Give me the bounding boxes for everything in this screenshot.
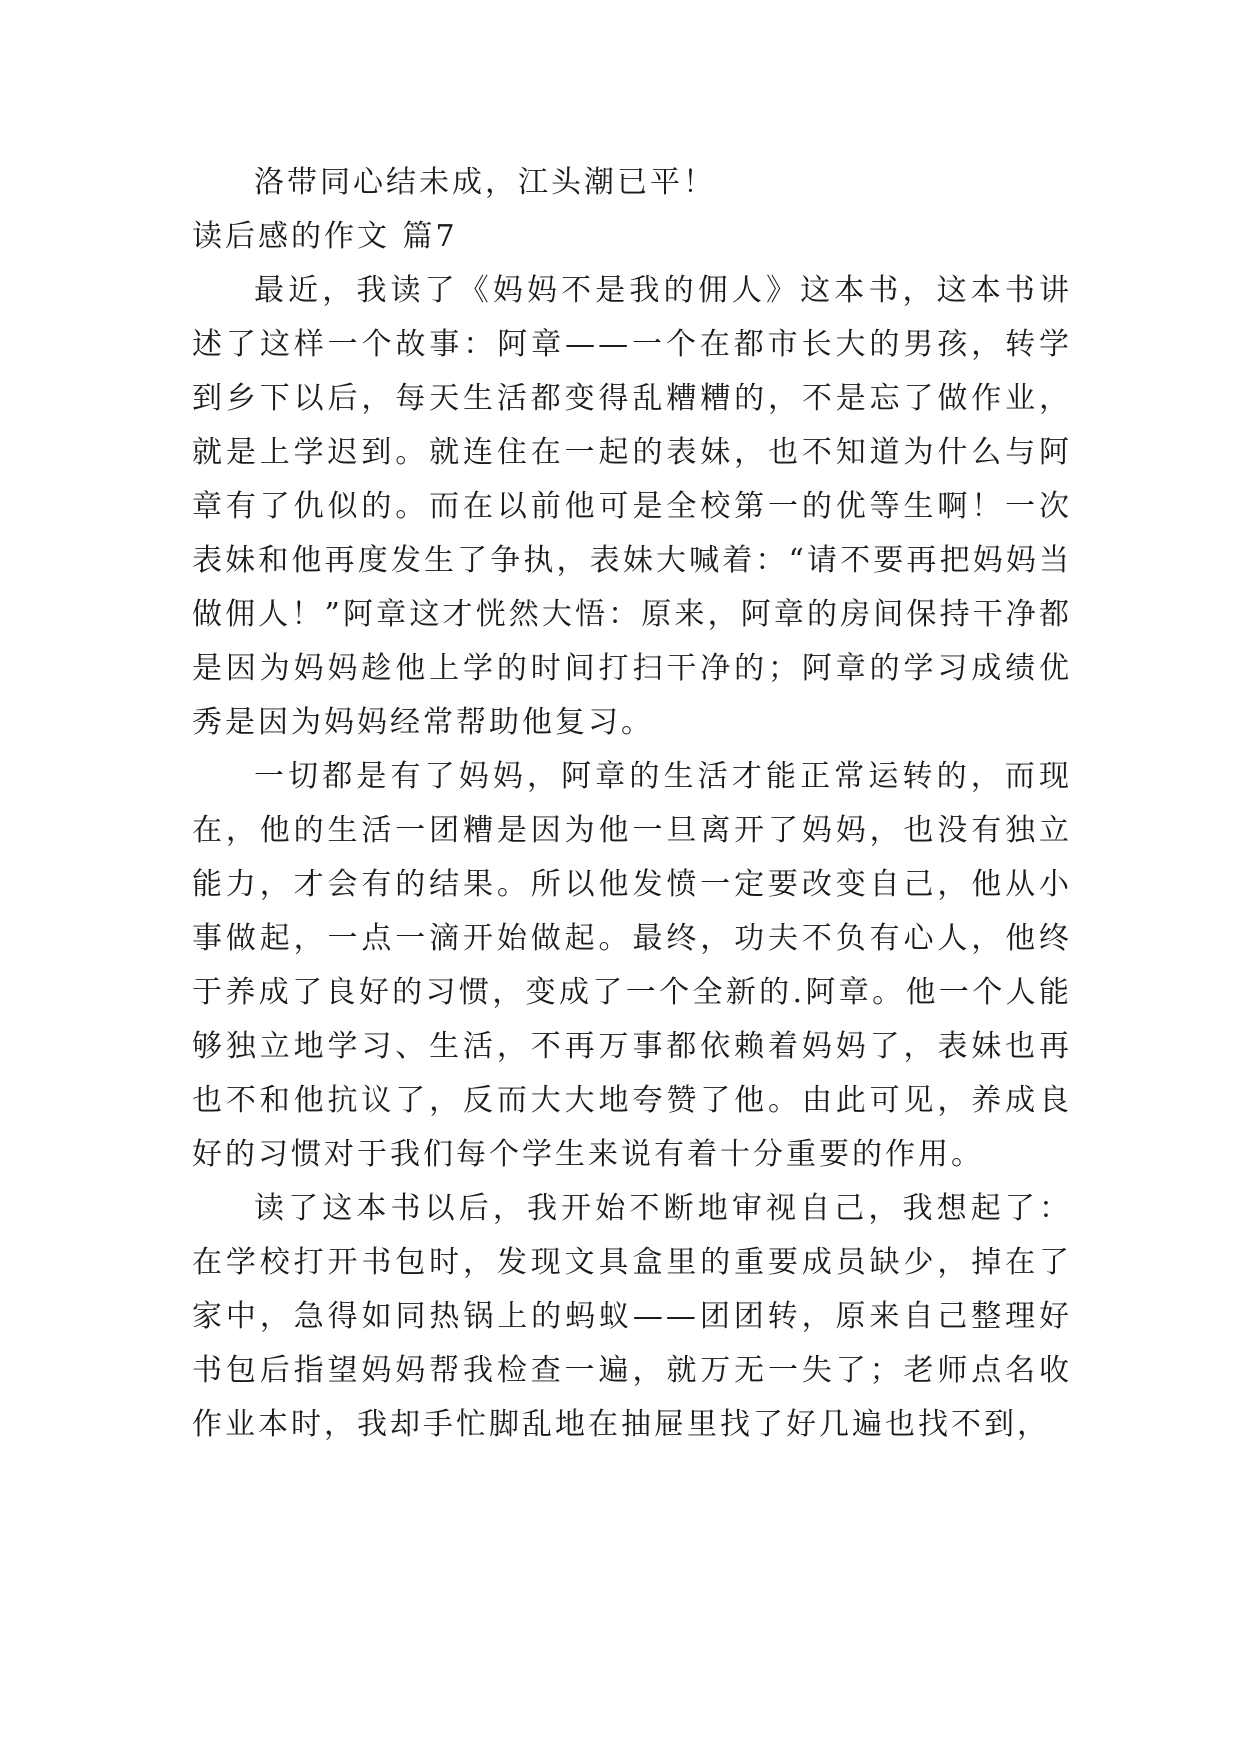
paragraph: 读了这本书以后，我开始不断地审视自己，我想起了：在学校打开书包时，发现文具盒里的重要成员缺少，掉在了家中，急得如同热锅上的蚂蚁——团团转，原来自己整理好书包后指望妈妈帮我检查一遍，就万无一失了；老师点名收作业本时，我却手忙脚乱地在抽屉里找了好几遍也找不到，: [192, 1191, 1072, 1442]
document-body: [192, 156, 1072, 1452]
paragraph: 最近，我读了《妈妈不是我的佣人》这本书，这本书讲述了这样一个故事：阿章——一个在都市长大的男孩，转学到乡下以后，每天生活都变得乱糟糟的，不是忘了做作业，就是上学迟到。就连住在一起的表妹，也不知道为什么与阿章有了仇似的。而在以前他可是全校第一的优等生啊！一次表妹和他再度发生了争执，表妹大喊着：“请不要再把妈妈当做佣人！”阿章这才恍然大悟：原来，阿章的房间保持干净都是因为妈妈趁他上学的时间打扫干净的；阿章的学习成绩优秀是因为妈妈经常帮助他复习。: [192, 273, 1072, 740]
paragraph: 一切都是有了妈妈，阿章的生活才能正常运转的，而现在，他的生活一团糟是因为他一旦离开了妈妈，也没有独立能力，才会有的结果。所以他发愤一定要改变自己，他从小事做起，一点一滴开始做起。最终，功夫不负有心人，他终于养成了良好的习惯，变成了一个全新的.阿章。他一个人能够独立地学习、生活，不再万事都依赖着妈妈了，表妹也再也不和他抗议了，反而大大地夸赞了他。由此可见，养成良好的习惯对于我们每个学生来说有着十分重要的作用。: [192, 759, 1072, 1172]
poem-line: 洛带同心结未成，江头潮已平！: [254, 165, 716, 200]
section-heading: 读后感的作文 篇7: [192, 219, 458, 254]
